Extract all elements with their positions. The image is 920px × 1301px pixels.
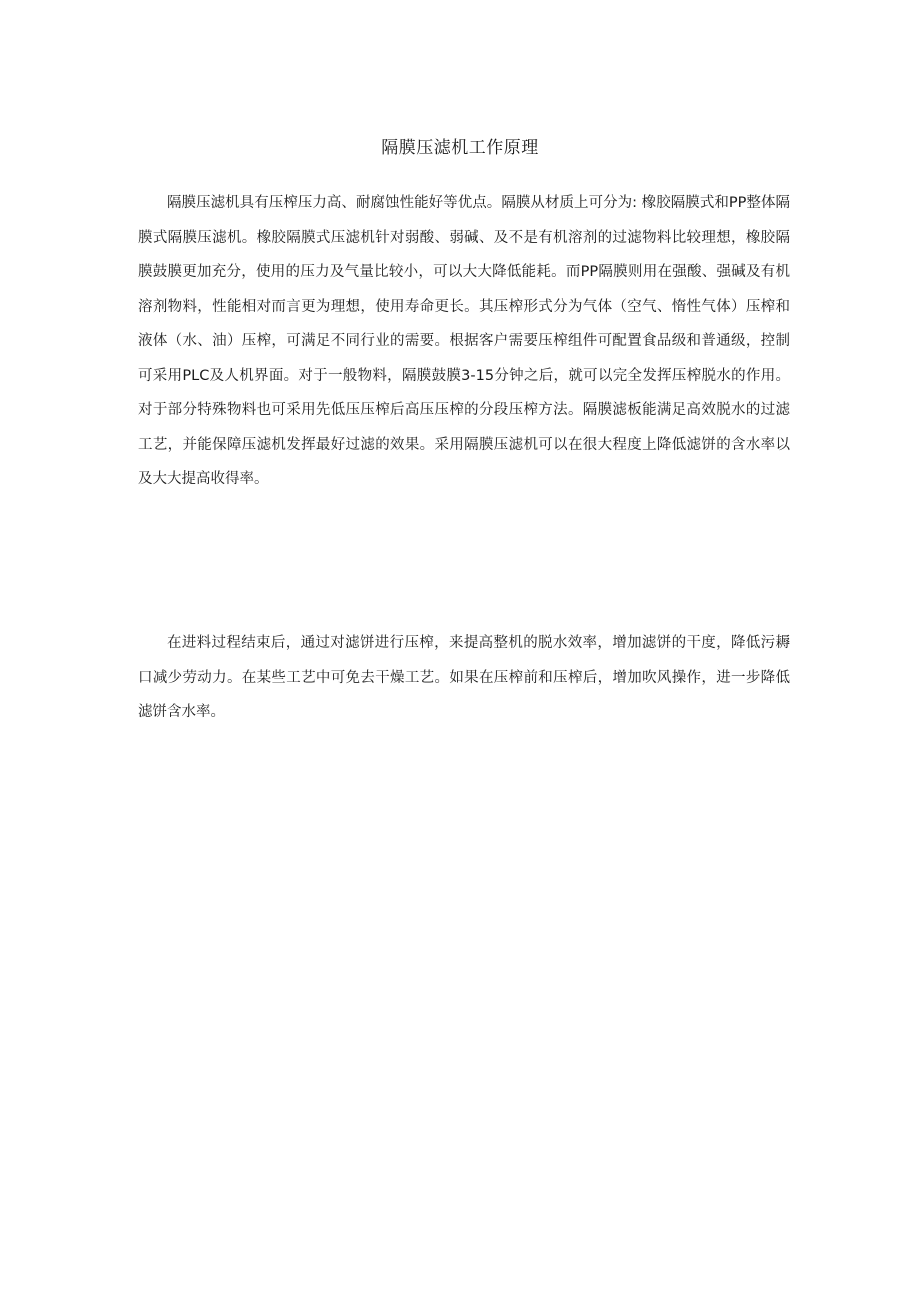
document-title: 隔膜压滤机工作原理	[381, 138, 539, 158]
paragraph-2: 在进料过程结束后，通过对滤饼进行压榨，来提高整机的脱水效率，增加滤饼的干度，降低污耨口减少劳动力。在某些工艺中可免去干燥工艺。如果在压榨前和压榨后，增加吹风操作，进一步降低滤饼含水率。	[138, 635, 790, 720]
paragraph-1: 隔膜压滤机具有压榨压力高、耐腐蚀性能好等优点。隔膜从材质上可分为: 橡胶隔膜式和PP整体隔膜式隔膜压滤机。橡胶隔膜式压滤机针对弱酸、弱碱、及不是有机溶剂的过滤物料比较理想，橡胶隔膜鼓膜更加充分，使用的压力及气量比较小，可以大大降低能耗。而PP隔膜则用在强酸、强碱及有机溶剂物料，性能相对而言更为理想，使用寿命更长。其压榨形式分为气体（空气、惰性气体）压榨和液体（水、油）压榨，可满足不同行业的需要。根据客户需要压榨组件可配置食品级和普通级，控制可采用PLC及人机界面。对于一般物料，隔膜鼓膜3-15分钟之后，就可以完全发挥压榨脱水的作用。对于部分特殊物料也可采用先低压压榨后高压压榨的分段压榨方法。隔膜滤板能满足高效脱水的过滤工艺，并能保障压滤机发挥最好过滤的效果。采用隔膜压滤机可以在很大程度上降低滤饼的含水率以及大大提高收得率。	[138, 195, 790, 487]
